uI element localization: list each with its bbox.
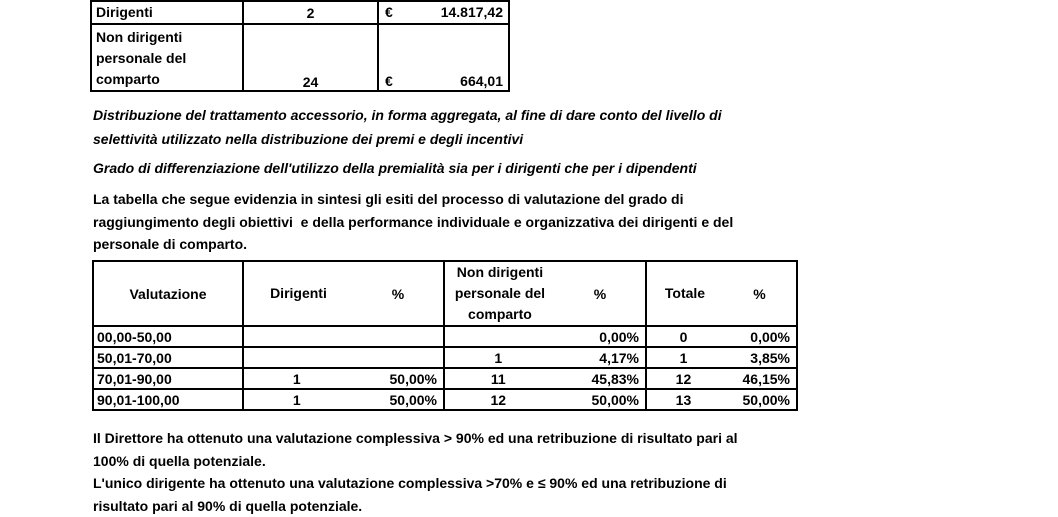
cell-comparto-count: 11 <box>445 371 552 387</box>
cell-range: 50,01-70,00 <box>93 347 243 368</box>
table-row-non-dirigenti <box>91 24 509 91</box>
compensation-summary-table <box>90 0 510 92</box>
cell-comparto-pct: 4,17% <box>552 350 645 366</box>
cell-category-label: Non dirigenti personale del comparto <box>91 24 243 91</box>
cell-comparto-pct: 50,00% <box>552 392 645 408</box>
table-row-00-50 <box>93 326 797 347</box>
para-line: La tabella che segue evidenzia in sintesi gli esiti del processo di valutazione del grado di <box>93 188 733 211</box>
cell-comparto-pct: 45,83% <box>552 371 645 387</box>
para-line: Grado di differenziazione dell'utilizzo della premialità sia per i dirigenti che per i dipendenti <box>93 156 697 180</box>
cell-totale-count: 13 <box>647 392 720 408</box>
cell-comparto <box>444 326 646 347</box>
amount-value: 664,01 <box>460 73 503 89</box>
evaluation-results-table <box>92 260 798 411</box>
cell-totale <box>646 389 797 410</box>
cell-dirigenti <box>243 368 444 389</box>
cell-count: 24 <box>243 24 378 91</box>
para-line: Distribuzione del trattamento accessorio, in forma aggregata, al fine di dare conto del livello di <box>93 103 722 127</box>
header-dirigenti-pct: % <box>353 286 443 302</box>
cell-totale-count: 0 <box>647 329 720 345</box>
paragraph-intro-tabella <box>93 188 733 256</box>
table-row-90-100 <box>93 389 797 410</box>
table-header-row <box>93 261 797 326</box>
cell-range: 00,00-50,00 <box>93 326 243 347</box>
cell-totale-count: 12 <box>647 371 720 387</box>
cell-comparto <box>444 368 646 389</box>
paragraph-risultati <box>93 427 738 517</box>
header-valutazione: Valutazione <box>93 261 243 326</box>
cell-range: 90,01-100,00 <box>93 389 243 410</box>
cell-totale-pct: 3,85% <box>720 350 796 366</box>
cell-amount <box>378 24 509 91</box>
header-totale-pct: % <box>723 286 796 302</box>
cell-totale-pct: 46,15% <box>720 371 796 387</box>
cell-totale <box>646 326 797 347</box>
cell-totale-pct: 50,00% <box>720 392 796 408</box>
paragraph-distribuzione <box>93 103 722 151</box>
para-line: L'unico dirigente ha ottenuto una valutazione complessiva >70% e ≤ 90% ed una retribuzione di <box>93 472 738 495</box>
cell-dirigenti-count: 1 <box>244 392 350 408</box>
header-dirigenti <box>243 261 444 326</box>
cell-dirigenti <box>243 326 444 347</box>
cell-dirigenti <box>243 347 444 368</box>
cell-amount <box>378 1 509 24</box>
cell-comparto <box>444 389 646 410</box>
cell-comparto <box>444 347 646 368</box>
header-dirigenti-label: Dirigenti <box>244 283 353 304</box>
cell-comparto-count: 12 <box>445 392 552 408</box>
cell-totale-count: 1 <box>647 350 720 366</box>
cell-dirigenti <box>243 389 444 410</box>
cell-range: 70,01-90,00 <box>93 368 243 389</box>
table-row-50-70 <box>93 347 797 368</box>
header-totale-label: Totale <box>647 283 723 304</box>
cell-dirigenti-pct: 50,00% <box>350 392 443 408</box>
cell-dirigenti-pct: 50,00% <box>350 371 443 387</box>
cell-dirigenti-count: 1 <box>244 371 350 387</box>
para-line: personale di comparto. <box>93 233 733 256</box>
para-line: Il Direttore ha ottenuto una valutazione complessiva > 90% ed una retribuzione di risultato pari al <box>93 427 738 450</box>
header-comparto <box>444 261 646 326</box>
euro-sign: € <box>385 73 393 89</box>
table-row-dirigenti <box>91 1 509 24</box>
cell-comparto-count: 1 <box>445 350 552 366</box>
paragraph-grado-differenziazione <box>93 156 697 180</box>
cell-count: 2 <box>243 1 378 24</box>
cell-totale-pct: 0,00% <box>720 329 796 345</box>
cell-comparto-pct: 0,00% <box>552 329 645 345</box>
para-line: selettività utilizzato nella distribuzione dei premi e degli incentivi <box>93 127 722 151</box>
euro-sign: € <box>385 4 393 20</box>
header-comparto-label: Non dirigenti personale del comparto <box>445 262 555 325</box>
para-line-cutoff: risultato pari al 90% di quella potenziale. <box>93 495 738 517</box>
para-line: 100% di quella potenziale. <box>93 450 738 473</box>
cell-totale <box>646 347 797 368</box>
header-totale <box>646 261 797 326</box>
table-row-70-90 <box>93 368 797 389</box>
cell-category-label: Dirigenti <box>91 1 243 24</box>
header-comparto-pct: % <box>555 286 645 302</box>
para-line: raggiungimento degli obiettivi e della performance individuale e organizzativa dei dirigenti e del <box>93 211 733 234</box>
amount-value: 14.817,42 <box>441 4 503 20</box>
cell-totale <box>646 368 797 389</box>
